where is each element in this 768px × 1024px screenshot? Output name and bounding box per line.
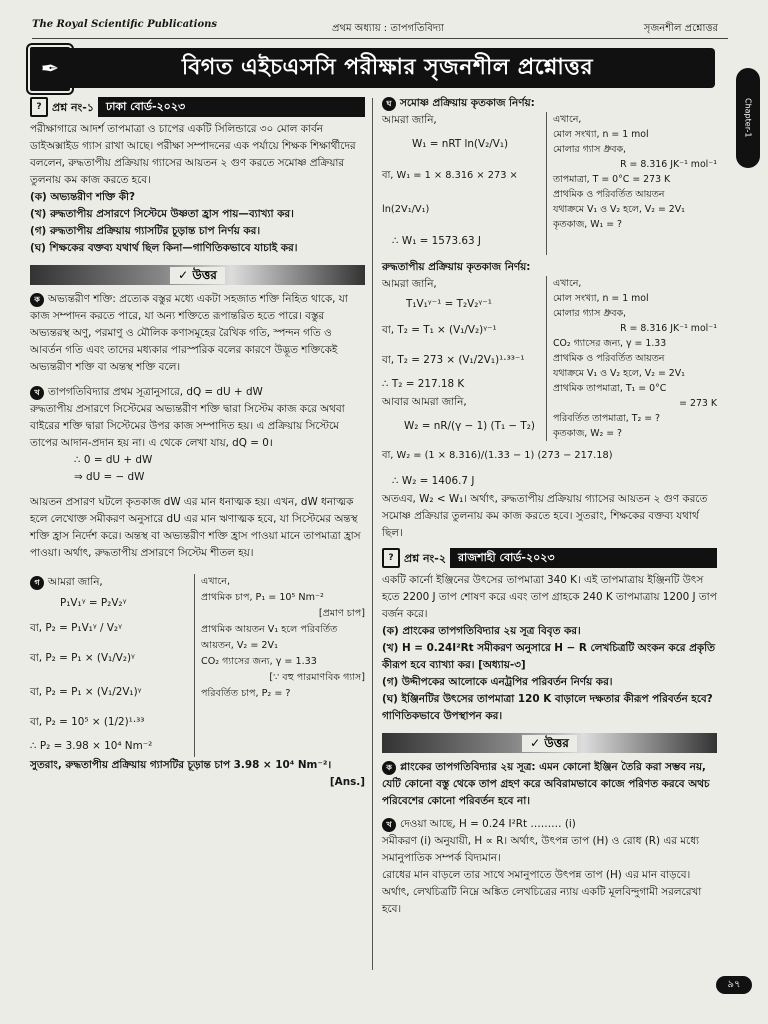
q2-answer-kh-1-text: দেওয়া আছে, H = 0.24 I²Rt ……… (i) bbox=[400, 818, 576, 830]
answer-g-given-1: প্রাথমিক চাপ, P₁ = 10⁵ Nm⁻² bbox=[201, 592, 324, 603]
question-1-board: ঢাকা বোর্ড-২০২৩ bbox=[98, 97, 365, 117]
answer-gh-heading-2: রুদ্ধতাপীয় প্রক্রিয়ায় কৃতকাজ নির্ণয়: bbox=[382, 261, 531, 273]
gh-given-1-0: এখানে, bbox=[553, 114, 582, 125]
gh-given-2-1: মোল সংখ্যা, n = 1 mol bbox=[553, 293, 649, 304]
q2-answer-k-text: প্লাংকের তাপগতিবিদ্যার ২য় সূত্র: এমন কোনো ইঞ্জিন তৈরি করা সম্ভব নয়, যেটি কোনো বস্তু থেকে তাপ গ্রহণ করে অবিরামভাবে কাজে পরিণত করবে অথচ পরিবেশের কোনো পরিবর্তন হবে না। bbox=[382, 761, 710, 807]
answer-gh-block-1 bbox=[382, 112, 717, 255]
q2-answer-kh-3: রোধের মান বাড়লে তার সাথে সমানুপাতে উৎপন্ন তাপ (H) এর মান বাড়বে। অর্থাৎ, লেখচিত্রটি নিম্নে অঙ্কিত লেখচিত্রের ন্যায় একটি মূলবিন্দুগামী সরলরেখা হবে। bbox=[382, 869, 702, 915]
answer-gh-work-2 bbox=[382, 276, 546, 441]
answer-gh2-line-8: ∴ W₂ = 1406.7 J bbox=[392, 475, 475, 487]
answer-gh2-line-5: আবার আমরা জানি, bbox=[382, 396, 467, 408]
question-1-part-g: (গ) রুদ্ধতাপীয় প্রক্রিয়ায় গ্যাসটির চূড়ান্ত চাপ নির্ণয় কর। bbox=[30, 225, 261, 237]
left-column bbox=[30, 95, 365, 791]
section-category: সৃজনশীল প্রশ্নোত্তর bbox=[643, 23, 718, 34]
gh-given-1-3: R = 8.316 JK⁻¹ mol⁻¹ bbox=[620, 159, 717, 170]
gh-given-2-9: পরিবর্তিত তাপমাত্রা, T₂ = ? bbox=[553, 413, 661, 424]
answer-g-given bbox=[194, 574, 365, 757]
answer-gh-work-1 bbox=[382, 112, 546, 255]
section-banner: বিগত এইচএসসি পরীক্ষার সৃজনশীল প্রশ্নোত্তর bbox=[60, 48, 715, 88]
bullet-g-icon: গ bbox=[30, 576, 44, 590]
chapter-title: প্রথম অধ্যায় : তাপগতিবিদ্যা bbox=[332, 23, 444, 34]
answer-kh-1 bbox=[30, 384, 365, 401]
question-1-stem: পরীক্ষাগারে আদর্শ তাপমাত্রা ও চাপের একটি সিলিন্ডারে ৩০ মোল কার্বন ডাইঅক্সাইড গ্যাস রাখা আছে। পরীক্ষা সম্পাদনের এক পর্যায়ে শিক্ষক শিক্ষার্থীদের বললেন, রুদ্ধতাপীয় প্রক্রিয়ায় গ্যাসের আয়তন ২ গুণ করতে সমোষ্ণ প্রক্রিয়ার তুলনায় কম কাজ করতে হবে। bbox=[30, 123, 356, 186]
bullet-k-icon: ক bbox=[30, 293, 44, 307]
answer-g-block bbox=[30, 574, 365, 757]
column-divider bbox=[372, 98, 373, 970]
gh-given-2-0: এখানে, bbox=[553, 278, 582, 289]
answer-k bbox=[30, 291, 365, 376]
answer-g-line-2: বা, P₂ = P₁V₁ᵞ / V₂ᵞ bbox=[30, 622, 122, 634]
answer-g-intro bbox=[30, 574, 194, 591]
answer-kh-eq2: ⇒ dU = − dW bbox=[74, 471, 145, 483]
answer-gh2-line-2: বা, T₂ = T₁ × (V₁/V₂)ᵞ⁻¹ bbox=[382, 324, 497, 336]
answer-g-line-1: P₁V₁ᵞ = P₂V₂ᵞ bbox=[60, 597, 127, 609]
chapter-tab: Chapter-1 bbox=[736, 68, 760, 168]
answer-g-given-7: পরিবর্তিত চাপ, P₂ = ? bbox=[201, 688, 291, 699]
answer-gh-intro: আমরা জানি, bbox=[382, 114, 437, 126]
answer-gh-intro-2: আমরা জানি, bbox=[382, 278, 437, 290]
answer-gh-conclusion: অতএব, W₂ < W₁। অর্থাৎ, রুদ্ধতাপীয় প্রক্রিয়ায় গ্যাসের আয়তন ২ গুণ করতে সমোষ্ণ প্রক্রিয়ার তুলনায় কম কাজ করতে হবে। সুতরাং, শিক্ষকের বক্তব্য যথার্থ ছিল। bbox=[382, 493, 708, 539]
right-column bbox=[382, 95, 717, 918]
answer-g-line-6: ∴ P₂ = 3.98 × 10⁴ Nm⁻² bbox=[30, 740, 153, 752]
page-number: ৯৭ bbox=[716, 976, 752, 994]
pen-icon: ✒ bbox=[28, 45, 72, 93]
answer-g-intro-text: আমরা জানি, bbox=[48, 576, 103, 588]
answer-g-given-2: [প্রমাণ চাপ] bbox=[318, 608, 365, 619]
question-2-part-g: (গ) উদ্দীপকের আলোকে এনট্রপির পরিবর্তন নির্ণয় কর। bbox=[382, 676, 613, 688]
answer-g-work bbox=[30, 574, 194, 757]
bullet-kh-icon: খ bbox=[30, 386, 44, 400]
q2-answer-kh-1 bbox=[382, 816, 717, 833]
answer-gh2-line-6: W₂ = nR/(γ − 1) (T₁ − T₂) bbox=[404, 420, 535, 432]
answer-g-given-0: এখানে, bbox=[201, 576, 231, 587]
question-2-board: রাজশাহী বোর্ড-২০২৩ bbox=[450, 548, 717, 568]
gh-given-2-2: মোলার গ্যাস ধ্রুবক, bbox=[553, 308, 627, 319]
gh-given-2-3: R = 8.316 JK⁻¹ mol⁻¹ bbox=[620, 323, 717, 334]
answer-gh-given-1 bbox=[546, 112, 717, 255]
question-2-label: প্রশ্ন নং-২ bbox=[404, 551, 446, 565]
answer-g-given-6: [∵ বহু পারমাণবিক গ্যাস] bbox=[269, 672, 365, 683]
q2-answer-kh-2: সমীকরণ (i) অনুযায়ী, H ∝ R। অর্থাৎ, উৎপন্ন তাপ (H) ও রোধ (R) এর মধ্যে সমানুপাতিক সম্পর্ক বিদ্যমান। bbox=[382, 835, 700, 864]
publisher-name: The Royal Scientific Publications bbox=[32, 19, 218, 30]
question-2-header bbox=[382, 548, 717, 568]
gh-given-2-6: যথাক্রমে V₁ ও V₂ হলে, V₂ = 2V₁ bbox=[553, 368, 685, 379]
gh-given-2-7: প্রাথমিক তাপমাত্রা, T₁ = 0°C bbox=[553, 383, 667, 394]
answer-tag: [Ans.] bbox=[329, 776, 365, 788]
answer-gh-line-3: ∴ W₁ = 1573.63 J bbox=[392, 235, 482, 247]
question-icon: ? bbox=[382, 548, 400, 568]
gh-given-2-8: = 273 K bbox=[679, 398, 717, 409]
answer-bar bbox=[30, 265, 365, 285]
answer-gh2-line-7: বা, W₂ = (1 × 8.316)/(1.33 − 1) (273 − 217.18) bbox=[382, 450, 613, 461]
gh-given-1-6: যথাক্রমে V₁ ও V₂ হলে, V₂ = 2V₁ bbox=[553, 204, 685, 215]
answer-gh-line-2: বা, W₁ = 1 × 8.316 × 273 × ln(2V₁/V₁) bbox=[382, 170, 518, 215]
gh-given-1-2: মোলার গ্যাস ধ্রুবক, bbox=[553, 144, 627, 155]
question-icon: ? bbox=[30, 97, 48, 117]
running-header bbox=[32, 16, 728, 39]
answer-kh-2: রুদ্ধতাপীয় প্রসারণে সিস্টেমের অভ্যন্তরীণ শক্তি দ্বারা সিস্টেম কাজ করে অথবা বাইরের শক্তি দ্বারা সিস্টেমের উপর কাজ সম্পাদিত হয়। এ প্রক্রিয়ায় সিস্টেমে তাপের আদান-প্রদান হয় না। এ থেকে লেখা যায়, dQ = 0। bbox=[30, 403, 345, 449]
answer-label-2: ✓ উত্তর bbox=[522, 735, 577, 752]
question-2-part-kh: (খ) H = 0.24I²Rt সমীকরণ অনুসারে H − R লেখচিত্রটি অংকন করে প্রকৃতি কীরূপ হবে ব্যাখ্যা কর। [অধ্যায়-৩] bbox=[382, 642, 715, 671]
question-1-part-k: (ক) অভ্যন্তরীণ শক্তি কী? bbox=[30, 191, 135, 203]
gh-given-1-4: তাপমাত্রা, T = 0°C = 273 K bbox=[553, 174, 671, 185]
question-1-header bbox=[30, 97, 365, 117]
answer-label-2-text: উত্তর bbox=[544, 735, 569, 750]
answer-gh-line-1: W₁ = nRT ln(V₂/V₁) bbox=[412, 138, 509, 150]
gh-given-1-5: প্রাথমিক ও পরিবর্তিত আয়তন bbox=[553, 189, 665, 200]
answer-gh2-line-1: T₁V₁ᵞ⁻¹ = T₂V₂ᵞ⁻¹ bbox=[406, 298, 492, 310]
answer-gh2-line-4: ∴ T₂ = 217.18 K bbox=[382, 378, 465, 390]
answer-label-text: উত্তর bbox=[192, 267, 217, 282]
question-2-stem: একটি কার্নো ইঞ্জিনের উৎসের তাপমাত্রা 340 K। এই তাপমাত্রায় ইঞ্জিনটি উৎস হতে 2200 J তাপ শোষণ করে এবং তাপ গ্রাহকে 240 K তাপমাত্রায় 1200 J তাপ বর্জন করে। bbox=[382, 574, 717, 620]
answer-kh-3: আয়তন প্রসারণ ঘটলে কৃতকাজ dW এর মান ধনাত্মক হয়। এখন, dW ধনাত্মক হলে লেখোক্ত সমীকরণ অনুসারে dU এর মান ঋণাত্মক হবে, যা সিস্টেমের অন্তস্থ শক্তি হ্রাস নির্দেশ করে। অন্তস্থ বা অভ্যন্তরীণ শক্তি হ্রাস পাওয়া মানে তাপমাত্রা হ্রাস পাওয়া। অর্থাৎ, রুদ্ধতাপীয় প্রসারণে সিস্টেম শীতল হয়। bbox=[30, 496, 361, 559]
gh-given-2-4: CO₂ গ্যাসের জন্য, γ = 1.33 bbox=[553, 338, 667, 349]
answer-label: ✓ উত্তর bbox=[170, 267, 225, 284]
answer-g-line-3: বা, P₂ = P₁ × (V₁/V₂)ᵞ bbox=[30, 652, 135, 664]
q2-answer-k bbox=[382, 759, 717, 810]
answer-g-given-4: আয়তন, V₂ = 2V₁ bbox=[201, 640, 278, 651]
answer-g-given-3: প্রাথমিক আয়তন V₁ হলে পরিবর্তিত bbox=[201, 624, 338, 635]
answer-gh-heading bbox=[382, 95, 717, 112]
question-2-part-gh: (ঘ) ইঞ্জিনটির উৎসের তাপমাত্রা 120 K বাড়ালে দক্ষতার কীরূপ পরিবর্তন হবে? গাণিতিকভাবে উপস্থাপন কর। bbox=[382, 693, 713, 722]
gh-given-2-10: কৃতকাজ, W₂ = ? bbox=[553, 428, 623, 439]
question-1-part-gh: (ঘ) শিক্ষকের বক্তব্য যথার্থ ছিল কিনা—গাণিতিকভাবে যাচাই কর। bbox=[30, 242, 298, 254]
bullet-gh-icon: ঘ bbox=[382, 97, 396, 111]
answer-g-line-4: বা, P₂ = P₁ × (V₁/2V₁)ᵞ bbox=[30, 686, 142, 698]
answer-gh-heading-text: সমোষ্ণ প্রক্রিয়ায় কৃতকাজ নির্ণয়: bbox=[400, 97, 535, 109]
answer-bar-2 bbox=[382, 733, 717, 753]
answer-g-given-5: CO₂ গ্যাসের জন্য, γ = 1.33 bbox=[201, 656, 317, 667]
bullet-kh-icon: খ bbox=[382, 818, 396, 832]
answer-kh-1-text: তাপগতিবিদ্যার প্রথম সূত্রানুসারে, dQ = dU + dW bbox=[48, 386, 263, 398]
answer-kh-eq1: ∴ 0 = dU + dW bbox=[74, 454, 153, 466]
answer-gh-block-2 bbox=[382, 276, 717, 441]
answer-g-line-5: বা, P₂ = 10⁵ × (1/2)¹·³³ bbox=[30, 716, 145, 728]
question-1-label: প্রশ্ন নং-১ bbox=[52, 100, 94, 114]
question-2-part-k: (ক) প্রাংকের তাপগতিবিদ্যার ২য় সূত্র বিবৃত কর। bbox=[382, 625, 581, 637]
answer-gh-given-2 bbox=[546, 276, 717, 441]
gh-given-2-5: প্রাথমিক ও পরিবর্তিত আয়তন bbox=[553, 353, 665, 364]
gh-given-1-1: মোল সংখ্যা, n = 1 mol bbox=[553, 129, 649, 140]
question-1-part-kh: (খ) রুদ্ধতাপীয় প্রসারণে সিস্টেমে উষ্ণতা হ্রাস পায়—ব্যাখ্যা কর। bbox=[30, 208, 294, 220]
bullet-k-icon: ক bbox=[382, 761, 396, 775]
answer-gh2-line-3: বা, T₂ = 273 × (V₁/2V₁)¹·³³⁻¹ bbox=[382, 354, 525, 366]
answer-g-final: সুতরাং, রুদ্ধতাপীয় প্রক্রিয়ায় গ্যাসটির চূড়ান্ত চাপ 3.98 × 10⁴ Nm⁻²। bbox=[30, 759, 332, 771]
gh-given-1-7: কৃতকাজ, W₁ = ? bbox=[553, 219, 623, 230]
answer-k-text: অভ্যন্তরীণ শক্তি: প্রত্যেক বস্তুর মধ্যে একটা সহজাত শক্তি নিহিত থাকে, যা কাজ সম্পাদন করতে পারে, যা অন্য শক্তিতে রূপান্তরিত হতে পারে। বস্তুর অভ্যন্তরস্থ অণু, পরমাণু ও মৌলিক কণাসমূহের রৈখিক গতি, স্পন্দন গতি ও আবর্তন গতি এবং তাদের মধ্যকার পারস্পরিক বলের কারণে উদ্ভূত শক্তিকেই অভ্যন্তরীণ শক্তি বা অন্তস্থ শক্তি বলে। bbox=[30, 293, 348, 373]
